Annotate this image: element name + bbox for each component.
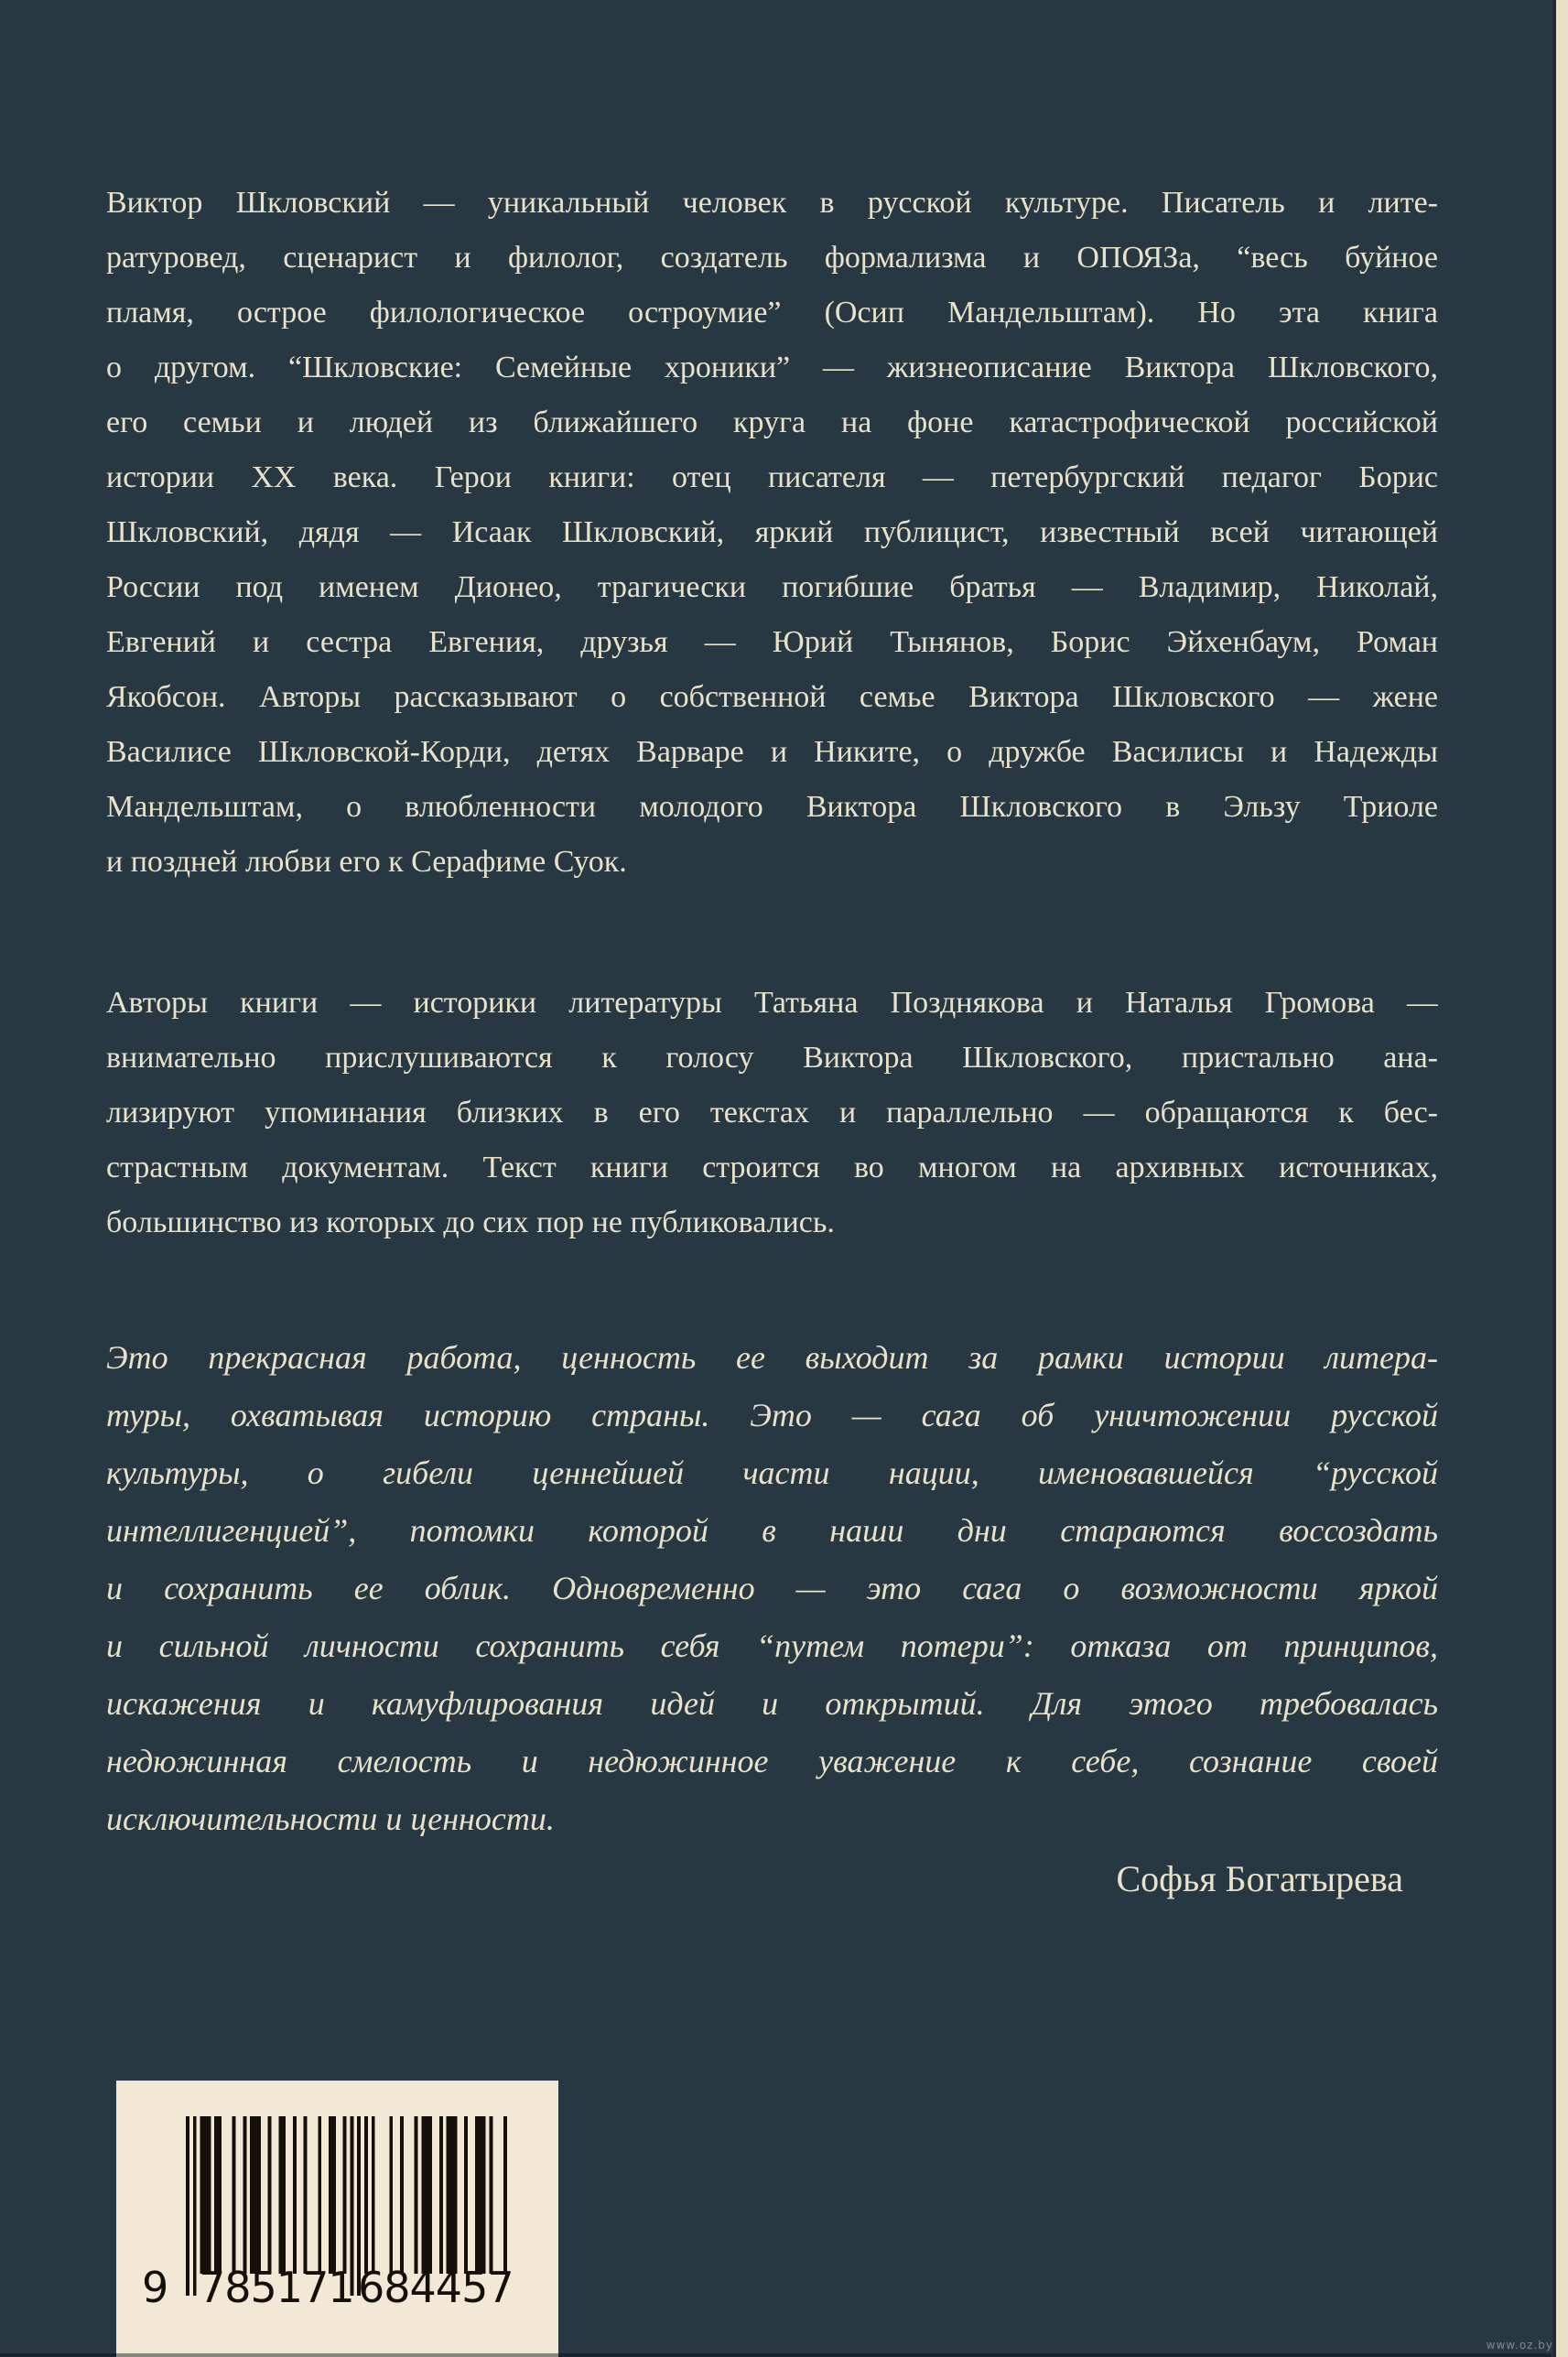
text-line: России под именем Дионео, трагически погибшие братья — Владимир, Николай, — [106, 570, 1438, 604]
scan-bottom-edge — [0, 2353, 1552, 2357]
text-line: интеллигенцией”, потомки которой в наши дни стараются воссоздать — [106, 1512, 1438, 1549]
text-line: культуры, о гибели ценнейшей части нации, именовавшейся “русской — [106, 1454, 1438, 1491]
text-line: и сильной личности сохранить себя “путем потери”: отказа от принципов, — [106, 1627, 1438, 1664]
text-line: страстным документам. Текст книги строится во многом на архивных источниках, — [106, 1151, 1438, 1184]
website-watermark: www.oz.by — [1486, 2339, 1553, 2352]
barcode-digits-group1: 785171 — [199, 2263, 354, 2312]
text-line: Мандельштам, о влюбленности молодого Виктора Шкловского в Эльзу Триоле — [106, 790, 1438, 824]
text-line: исключительности и ценности. — [106, 1800, 555, 1837]
text-line: ратуровед, сценарист и филолог, создатель формализма и ОПОЯЗа, “весь буйное — [106, 241, 1438, 275]
annotation-text-block — [106, 176, 1438, 1908]
text-line: Шкловский, дядя — Исаак Шкловский, яркий публицист, известный всей читающей — [106, 515, 1438, 549]
annotation-paragraph-1 — [106, 176, 1438, 890]
text-line: истории XX века. Герои книги: отец писателя — петербургский педагог Борис — [106, 460, 1438, 494]
text-line: и сохранить ее облик. Одновременно — это сага о возможности яркой — [106, 1570, 1438, 1606]
text-line: Это прекрасная работа, ценность ее выходит за рамки истории литера- — [106, 1339, 1438, 1376]
text-line: Авторы книги — историки литературы Татьяна Позднякова и Наталья Громова — — [106, 986, 1438, 1020]
page-edge-strip — [1556, 0, 1568, 2357]
isbn-barcode-panel — [116, 2081, 558, 2357]
text-line: Якобсон. Авторы рассказывают о собственной семье Виктора Шкловского — жене — [106, 680, 1438, 714]
text-line: внимательно прислушиваются к голосу Виктора Шкловского, пристально ана- — [106, 1041, 1438, 1075]
text-line: лизируют упоминания близких в его текстах и параллельно — обращаются к бес- — [106, 1096, 1438, 1130]
text-line: Виктор Шкловский — уникальный человек в русской культуре. Писатель и лите- — [106, 186, 1438, 220]
text-line: его семьи и людей из ближайшего круга на фоне катастрофической российской — [106, 405, 1438, 439]
text-line: Василисе Шкловской-Корди, детях Варваре и Никите, о дружбе Василисы и Надежды — [106, 735, 1438, 769]
barcode-digits-group2: 684457 — [358, 2263, 514, 2312]
text-line: недюжинная смелость и недюжинное уважение к себе, сознание своей — [106, 1743, 1438, 1779]
review-quote — [106, 1329, 1438, 1848]
text-line: пламя, острое филологическое остроумие” (Осип Мандельштам). Но эта книга — [106, 296, 1438, 330]
review-author-signature: Софья Богатырева — [1116, 1858, 1403, 1899]
text-line: туры, охватывая историю страны. Это — сага об уничтожении русской — [106, 1397, 1438, 1433]
barcode-digit-first: 9 — [142, 2263, 168, 2312]
annotation-paragraph-2 — [106, 976, 1438, 1250]
text-line: о другом. “Шкловские: Семейные хроники” — жизнеописание Виктора Шкловского, — [106, 351, 1438, 384]
text-line: искажения и камуфлирования идей и открытий. Для этого требовалась — [106, 1685, 1438, 1722]
text-line: и поздней любви его к Серафиме Суок. — [106, 845, 627, 879]
text-line: Евгений и сестра Евгения, друзья — Юрий Тынянов, Борис Эйхенбаум, Роман — [106, 625, 1438, 659]
text-line: большинство из которых до сих пор не публиковались. — [106, 1206, 835, 1239]
